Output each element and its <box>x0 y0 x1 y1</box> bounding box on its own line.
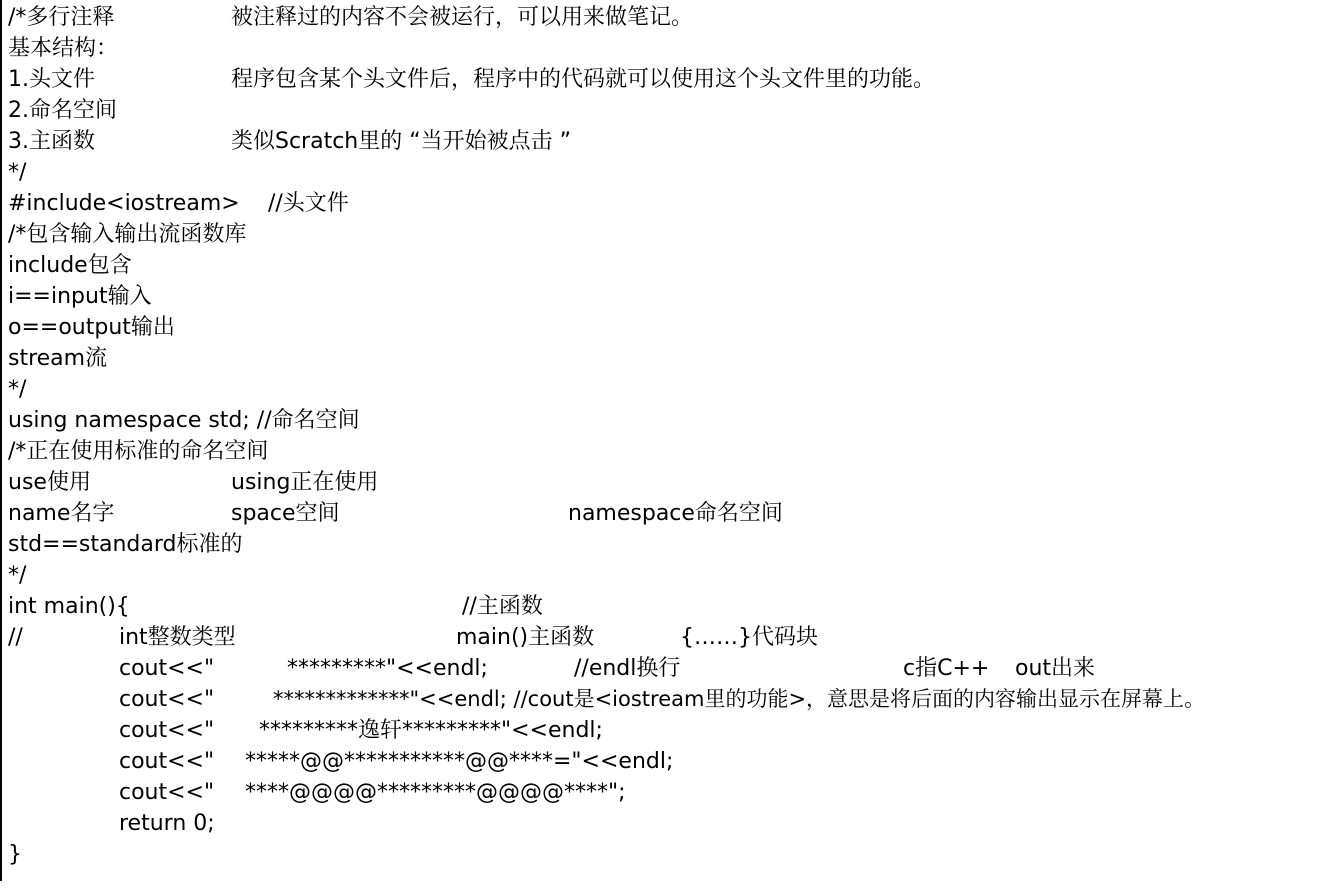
code-line <box>2 374 1343 405</box>
code-comment: 被注释过的内容不会被运行，可以用来做笔记。 <box>231 5 694 30</box>
code-text: cout<<" <box>119 656 215 681</box>
code-text: /*包含输入输出流函数库 <box>8 222 247 247</box>
code-line <box>2 2 1343 33</box>
code-comment: // <box>8 625 23 650</box>
code-line <box>2 498 1343 529</box>
code-line <box>2 436 1343 467</box>
code-text: */ <box>8 377 27 402</box>
code-text: cout<<" <box>119 718 215 743</box>
code-line <box>2 343 1343 374</box>
code-text: *****@@***********@@****="<<endl; <box>245 749 674 774</box>
code-line <box>2 95 1343 126</box>
code-line <box>2 64 1343 95</box>
code-line <box>2 622 1343 653</box>
code-line <box>2 808 1343 839</box>
code-text: include包含 <box>8 253 132 278</box>
code-line <box>2 684 1343 715</box>
code-text: /*正在使用标准的命名空间 <box>8 439 269 464</box>
code-line <box>2 219 1343 250</box>
code-text: cout<<" <box>119 749 215 774</box>
code-comment: {……}代码块 <box>680 625 818 650</box>
code-line <box>2 250 1343 281</box>
code-line <box>2 653 1343 684</box>
code-text: 2.命名空间 <box>8 98 117 123</box>
code-text: name名字 <box>8 501 115 526</box>
code-text: */ <box>8 160 27 185</box>
code-comment: 程序包含某个头文件后，程序中的代码就可以使用这个头文件里的功能。 <box>231 67 936 92</box>
code-text: #include<iostream> <box>8 191 240 216</box>
code-line <box>2 591 1343 622</box>
code-text: 3.主函数 <box>8 129 95 154</box>
code-line <box>2 715 1343 746</box>
code-text: /*多行注释 <box>8 5 115 30</box>
code-text: cout<<" <box>119 780 215 805</box>
code-text: *************"<<endl; //cout是<iostream里的功能>，意思是将后面的内容输出显示在屏幕上。 <box>273 687 1206 711</box>
code-comment: out出来 <box>1015 656 1096 681</box>
code-comment: 类似Scratch里的 “当开始被点击 ” <box>231 129 572 154</box>
code-line <box>2 560 1343 591</box>
code-line <box>2 312 1343 343</box>
code-text: ****@@@@*********@@@@****"; <box>245 780 626 805</box>
code-line <box>2 33 1343 64</box>
code-text: std==standard标准的 <box>8 532 243 557</box>
code-text: using namespace std; //命名空间 <box>8 408 360 433</box>
code-line <box>2 126 1343 157</box>
code-text: *********"<<endl; <box>287 656 488 681</box>
code-text: */ <box>8 563 27 588</box>
code-line <box>2 777 1343 808</box>
code-text: namespace命名空间 <box>568 501 783 526</box>
code-text: int main(){ <box>8 594 130 619</box>
code-comment: int整数类型 <box>119 625 236 650</box>
code-text: *********逸轩*********"<<endl; <box>259 718 603 743</box>
code-comment: c指C++ <box>903 656 990 681</box>
code-text: cout<<" <box>119 687 215 712</box>
code-line <box>2 839 1343 870</box>
code-comment: //主函数 <box>462 594 543 619</box>
code-line <box>2 157 1343 188</box>
code-comment: //头文件 <box>268 191 349 216</box>
code-line <box>2 405 1343 436</box>
code-text: stream流 <box>8 346 108 371</box>
code-line <box>2 746 1343 777</box>
code-text: } <box>8 842 22 867</box>
code-text: using正在使用 <box>231 470 379 495</box>
code-line <box>2 467 1343 498</box>
code-text: return 0; <box>119 811 215 836</box>
code-text: use使用 <box>8 470 91 495</box>
code-text: 1.头文件 <box>8 67 95 92</box>
code-line <box>2 529 1343 560</box>
code-text: o==output输出 <box>8 315 175 340</box>
code-line <box>2 281 1343 312</box>
code-line <box>2 188 1343 219</box>
code-comment: main()主函数 <box>456 625 595 650</box>
code-comment: //endl换行 <box>574 656 681 681</box>
code-text: i==input输入 <box>8 284 152 309</box>
code-text: space空间 <box>231 501 340 526</box>
code-text: 基本结构： <box>8 36 119 61</box>
